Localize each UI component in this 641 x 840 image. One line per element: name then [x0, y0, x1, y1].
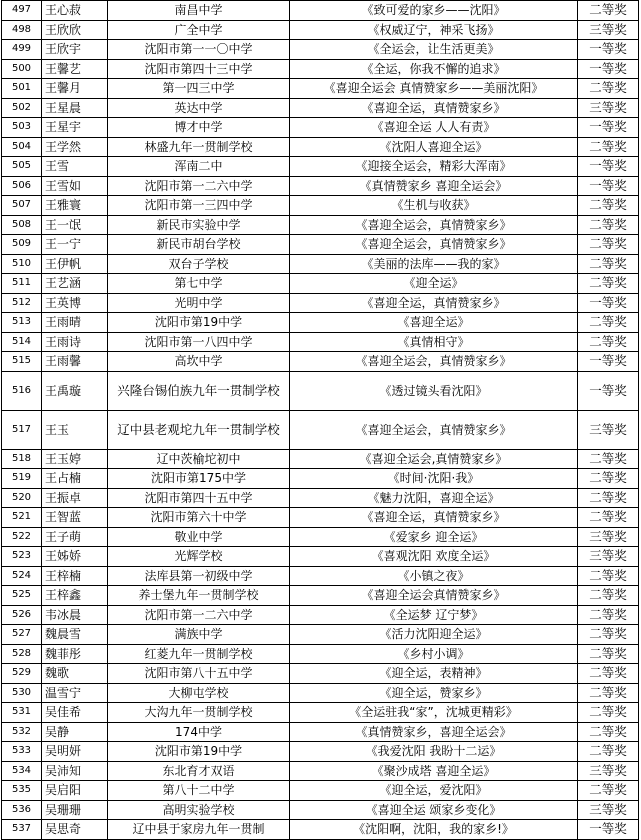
table-row — [2, 547, 639, 567]
school-name-cell: 沈阳市第一三四中学 — [108, 196, 290, 216]
award-level-cell: 三等奖 — [578, 527, 639, 547]
work-title-cell: 《全运会，让生活更美》 — [290, 40, 578, 60]
award-level-cell: 二等奖 — [578, 605, 639, 625]
table-row — [2, 644, 639, 664]
row-number-cell: 510 — [2, 254, 42, 274]
student-name-cell: 王禹璇 — [42, 371, 108, 410]
award-level-cell: 二等奖 — [578, 722, 639, 742]
student-name-cell: 王梓楠 — [42, 566, 108, 586]
table-row — [2, 566, 639, 586]
table-row — [2, 176, 639, 196]
school-name-cell: 新民市胡台学校 — [108, 235, 290, 255]
student-name-cell: 王雨晴 — [42, 313, 108, 333]
table-row — [2, 79, 639, 99]
student-name-cell: 王欣欣 — [42, 20, 108, 40]
row-number-cell: 508 — [2, 215, 42, 235]
row-number-cell: 500 — [2, 59, 42, 79]
student-name-cell: 吴思奇 — [42, 820, 108, 840]
row-number-cell: 505 — [2, 157, 42, 177]
row-number-cell: 530 — [2, 683, 42, 703]
row-number-cell: 504 — [2, 137, 42, 157]
work-title-cell: 《小镇之夜》 — [290, 566, 578, 586]
award-level-cell: 二等奖 — [578, 488, 639, 508]
award-level-cell: 二等奖 — [578, 274, 639, 294]
work-title-cell: 《喜迎全运会真情赞家乡》 — [290, 586, 578, 606]
school-name-cell: 辽中茨榆坨初中 — [108, 449, 290, 469]
work-title-cell: 《喜观沈阳 欢度全运》 — [290, 547, 578, 567]
table-row — [2, 488, 639, 508]
award-level-cell: 二等奖 — [578, 566, 639, 586]
row-number-cell: 526 — [2, 605, 42, 625]
school-name-cell: 沈阳市第一一〇中学 — [108, 40, 290, 60]
student-name-cell: 王星宇 — [42, 118, 108, 138]
school-name-cell: 辽中县老观坨九年一贯制学校 — [108, 410, 290, 449]
row-number-cell: 520 — [2, 488, 42, 508]
student-name-cell: 王一氓 — [42, 215, 108, 235]
school-name-cell: 新民市实验中学 — [108, 215, 290, 235]
table-row — [2, 254, 639, 274]
school-name-cell: 辽中县于家房九年一贯制 — [108, 820, 290, 840]
award-level-cell: 二等奖 — [578, 215, 639, 235]
school-name-cell: 东北育才双语 — [108, 761, 290, 781]
work-title-cell: 《喜迎全运，真情赞家乡》 — [290, 98, 578, 118]
table-row — [2, 800, 639, 820]
school-name-cell: 大柳屯学校 — [108, 683, 290, 703]
student-name-cell: 吴珊珊 — [42, 800, 108, 820]
table-row — [2, 59, 639, 79]
row-number-cell: 507 — [2, 196, 42, 216]
table-row — [2, 761, 639, 781]
award-level-cell: 三等奖 — [578, 547, 639, 567]
school-name-cell: 光明中学 — [108, 293, 290, 313]
student-name-cell: 王伊帆 — [42, 254, 108, 274]
student-name-cell: 吴沛知 — [42, 761, 108, 781]
student-name-cell: 王心菽 — [42, 1, 108, 21]
row-number-cell: 499 — [2, 40, 42, 60]
school-name-cell: 沈阳市第一二六中学 — [108, 176, 290, 196]
work-title-cell: 《迎全运，赞家乡》 — [290, 683, 578, 703]
student-name-cell: 王艺涵 — [42, 274, 108, 294]
student-name-cell: 王雨诗 — [42, 332, 108, 352]
work-title-cell: 《爱家乡 迎全运》 — [290, 527, 578, 547]
row-number-cell: 497 — [2, 1, 42, 21]
award-level-cell: 一等奖 — [578, 157, 639, 177]
row-number-cell: 532 — [2, 722, 42, 742]
award-table-body — [2, 1, 639, 840]
school-name-cell: 养士堡九年一贯制学校 — [108, 586, 290, 606]
table-row — [2, 664, 639, 684]
work-title-cell: 《真情赞家乡，喜迎全运会》 — [290, 722, 578, 742]
work-title-cell: 《喜迎全运会，真情赞家乡》 — [290, 410, 578, 449]
row-number-cell: 523 — [2, 547, 42, 567]
school-name-cell: 高明实验学校 — [108, 800, 290, 820]
school-name-cell: 英达中学 — [108, 98, 290, 118]
student-name-cell: 王馨月 — [42, 79, 108, 99]
student-name-cell: 王振卓 — [42, 488, 108, 508]
work-title-cell: 《真情赞家乡 喜迎全运会》 — [290, 176, 578, 196]
award-level-cell: 一等奖 — [578, 118, 639, 138]
school-name-cell: 红菱九年一贯制学校 — [108, 644, 290, 664]
row-number-cell: 501 — [2, 79, 42, 99]
table-row — [2, 235, 639, 255]
table-row — [2, 722, 639, 742]
award-level-cell: 一等奖 — [578, 59, 639, 79]
student-name-cell: 吴启阳 — [42, 781, 108, 801]
school-name-cell: 法库县第一初级中学 — [108, 566, 290, 586]
row-number-cell: 531 — [2, 703, 42, 723]
table-row — [2, 20, 639, 40]
table-row — [2, 410, 639, 449]
row-number-cell: 515 — [2, 352, 42, 372]
student-name-cell: 王姊娇 — [42, 547, 108, 567]
table-row — [2, 469, 639, 489]
row-number-cell: 511 — [2, 274, 42, 294]
award-level-cell: 二等奖 — [578, 313, 639, 333]
student-name-cell: 王玉 — [42, 410, 108, 449]
table-row — [2, 742, 639, 762]
school-name-cell: 沈阳市第175中学 — [108, 469, 290, 489]
school-name-cell: 高坎中学 — [108, 352, 290, 372]
work-title-cell: 《迎全运》 — [290, 274, 578, 294]
work-title-cell: 《全运驻我“家”，沈城更精彩》 — [290, 703, 578, 723]
work-title-cell: 《喜迎全运会，真情赞家乡》 — [290, 352, 578, 372]
student-name-cell: 吴佳希 — [42, 703, 108, 723]
student-name-cell: 王智蓝 — [42, 508, 108, 528]
school-name-cell: 敬业中学 — [108, 527, 290, 547]
school-name-cell: 第八十二中学 — [108, 781, 290, 801]
award-level-cell: 二等奖 — [578, 254, 639, 274]
table-row — [2, 371, 639, 410]
table-row — [2, 215, 639, 235]
student-name-cell: 王子萌 — [42, 527, 108, 547]
row-number-cell: 516 — [2, 371, 42, 410]
student-name-cell: 王雪如 — [42, 176, 108, 196]
school-name-cell: 沈阳市第八十五中学 — [108, 664, 290, 684]
row-number-cell: 503 — [2, 118, 42, 138]
student-name-cell: 魏歌 — [42, 664, 108, 684]
table-row — [2, 527, 639, 547]
award-level-cell: 二等奖 — [578, 235, 639, 255]
school-name-cell: 兴隆台锡伯族九年一贯制学校 — [108, 371, 290, 410]
table-row — [2, 625, 639, 645]
work-title-cell: 《喜迎全运会，真情赞家乡》 — [290, 235, 578, 255]
award-level-cell: 二等奖 — [578, 644, 639, 664]
award-level-cell: 一等奖 — [578, 820, 639, 840]
table-row — [2, 196, 639, 216]
row-number-cell: 527 — [2, 625, 42, 645]
row-number-cell: 517 — [2, 410, 42, 449]
table-row — [2, 781, 639, 801]
row-number-cell: 529 — [2, 664, 42, 684]
row-number-cell: 536 — [2, 800, 42, 820]
school-name-cell: 博才中学 — [108, 118, 290, 138]
award-level-cell: 一等奖 — [578, 352, 639, 372]
work-title-cell: 《喜迎全运，真情赞家乡》 — [290, 293, 578, 313]
work-title-cell: 《喜迎全运会,真情赞家乡》 — [290, 449, 578, 469]
table-row — [2, 586, 639, 606]
table-row — [2, 352, 639, 372]
work-title-cell: 《全运，你我不懈的追求》 — [290, 59, 578, 79]
row-number-cell: 506 — [2, 176, 42, 196]
work-title-cell: 《喜迎全运，真情赞家乡》 — [290, 508, 578, 528]
row-number-cell: 535 — [2, 781, 42, 801]
work-title-cell: 《喜迎全运会 真情赞家乡——美丽沈阳》 — [290, 79, 578, 99]
work-title-cell: 《活力沈阳迎全运》 — [290, 625, 578, 645]
award-level-cell: 一等奖 — [578, 293, 639, 313]
row-number-cell: 514 — [2, 332, 42, 352]
student-name-cell: 韦冰晨 — [42, 605, 108, 625]
work-title-cell: 《真情相守》 — [290, 332, 578, 352]
school-name-cell: 沈阳市第四十五中学 — [108, 488, 290, 508]
school-name-cell: 沈阳市第四十三中学 — [108, 59, 290, 79]
table-row — [2, 683, 639, 703]
student-name-cell: 王英博 — [42, 293, 108, 313]
row-number-cell: 512 — [2, 293, 42, 313]
student-name-cell: 王馨艺 — [42, 59, 108, 79]
student-name-cell: 王玉婷 — [42, 449, 108, 469]
work-title-cell: 《沈阳啊，沈阳，我的家乡!》 — [290, 820, 578, 840]
work-title-cell: 《生机与收获》 — [290, 196, 578, 216]
student-name-cell: 魏菲彤 — [42, 644, 108, 664]
row-number-cell: 498 — [2, 20, 42, 40]
school-name-cell: 沈阳市第19中学 — [108, 742, 290, 762]
table-row — [2, 508, 639, 528]
work-title-cell: 《迎全运，表精神》 — [290, 664, 578, 684]
student-name-cell: 王欣宇 — [42, 40, 108, 60]
award-level-cell: 一等奖 — [578, 176, 639, 196]
work-title-cell: 《喜迎全运会，真情赞家乡》 — [290, 215, 578, 235]
work-title-cell: 《我爱沈阳 我盼十二运》 — [290, 742, 578, 762]
school-name-cell: 第七中学 — [108, 274, 290, 294]
table-row — [2, 157, 639, 177]
work-title-cell: 《乡村小调》 — [290, 644, 578, 664]
table-row — [2, 274, 639, 294]
table-row — [2, 40, 639, 60]
work-title-cell: 《全运梦 辽宁梦》 — [290, 605, 578, 625]
award-level-cell: 二等奖 — [578, 742, 639, 762]
row-number-cell: 513 — [2, 313, 42, 333]
work-title-cell: 《沈阳人喜迎全运》 — [290, 137, 578, 157]
row-number-cell: 528 — [2, 644, 42, 664]
student-name-cell: 王一宁 — [42, 235, 108, 255]
award-table — [1, 0, 639, 840]
work-title-cell: 《喜迎全运 人人有责》 — [290, 118, 578, 138]
table-row — [2, 137, 639, 157]
award-level-cell: 二等奖 — [578, 196, 639, 216]
school-name-cell: 广全中学 — [108, 20, 290, 40]
award-level-cell: 二等奖 — [578, 781, 639, 801]
award-level-cell: 二等奖 — [578, 449, 639, 469]
row-number-cell: 537 — [2, 820, 42, 840]
school-name-cell: 林盛九年一贯制学校 — [108, 137, 290, 157]
student-name-cell: 吴静 — [42, 722, 108, 742]
award-level-cell: 二等奖 — [578, 79, 639, 99]
award-level-cell: 二等奖 — [578, 586, 639, 606]
work-title-cell: 《喜迎全运》 — [290, 313, 578, 333]
table-row — [2, 118, 639, 138]
award-level-cell: 二等奖 — [578, 332, 639, 352]
school-name-cell: 大沟九年一贯制学校 — [108, 703, 290, 723]
student-name-cell: 王梓鑫 — [42, 586, 108, 606]
work-title-cell: 《聚沙成塔 喜迎全运》 — [290, 761, 578, 781]
award-level-cell: 三等奖 — [578, 800, 639, 820]
table-row — [2, 293, 639, 313]
table-row — [2, 1, 639, 21]
work-title-cell: 《美丽的法库——我的家》 — [290, 254, 578, 274]
work-title-cell: 《致可爱的家乡——沈阳》 — [290, 1, 578, 21]
row-number-cell: 524 — [2, 566, 42, 586]
award-level-cell: 二等奖 — [578, 703, 639, 723]
school-name-cell: 双台子学校 — [108, 254, 290, 274]
award-level-cell: 二等奖 — [578, 664, 639, 684]
award-level-cell: 一等奖 — [578, 371, 639, 410]
school-name-cell: 沈阳市第19中学 — [108, 313, 290, 333]
award-level-cell: 三等奖 — [578, 410, 639, 449]
work-title-cell: 《透过镜头看沈阳》 — [290, 371, 578, 410]
student-name-cell: 王雪 — [42, 157, 108, 177]
award-level-cell: 二等奖 — [578, 625, 639, 645]
school-name-cell: 沈阳市第一八四中学 — [108, 332, 290, 352]
table-row — [2, 332, 639, 352]
row-number-cell: 509 — [2, 235, 42, 255]
school-name-cell: 第一四三中学 — [108, 79, 290, 99]
student-name-cell: 王占楠 — [42, 469, 108, 489]
student-name-cell: 吴明妍 — [42, 742, 108, 762]
school-name-cell: 浑南二中 — [108, 157, 290, 177]
student-name-cell: 王雅寰 — [42, 196, 108, 216]
work-title-cell: 《魅力沈阳，喜迎全运》 — [290, 488, 578, 508]
row-number-cell: 518 — [2, 449, 42, 469]
student-name-cell: 王雨馨 — [42, 352, 108, 372]
table-row — [2, 313, 639, 333]
table-row — [2, 98, 639, 118]
school-name-cell: 174中学 — [108, 722, 290, 742]
row-number-cell: 533 — [2, 742, 42, 762]
work-title-cell: 《权威辽宁，神采飞扬》 — [290, 20, 578, 40]
school-name-cell: 南昌中学 — [108, 1, 290, 21]
student-name-cell: 温雪宁 — [42, 683, 108, 703]
table-row — [2, 703, 639, 723]
award-level-cell: 三等奖 — [578, 20, 639, 40]
student-name-cell: 魏晨雪 — [42, 625, 108, 645]
school-name-cell: 沈阳市第六十中学 — [108, 508, 290, 528]
work-title-cell: 《时间·沈阳·我》 — [290, 469, 578, 489]
student-name-cell: 王学然 — [42, 137, 108, 157]
row-number-cell: 502 — [2, 98, 42, 118]
award-level-cell: 二等奖 — [578, 137, 639, 157]
student-name-cell: 王星晨 — [42, 98, 108, 118]
row-number-cell: 522 — [2, 527, 42, 547]
school-name-cell: 满族中学 — [108, 625, 290, 645]
school-name-cell: 光辉学校 — [108, 547, 290, 567]
row-number-cell: 525 — [2, 586, 42, 606]
award-level-cell: 三等奖 — [578, 98, 639, 118]
row-number-cell: 521 — [2, 508, 42, 528]
table-row — [2, 820, 639, 840]
award-level-cell: 二等奖 — [578, 508, 639, 528]
award-level-cell: 三等奖 — [578, 761, 639, 781]
work-title-cell: 《迎接全运会，精彩大浑南》 — [290, 157, 578, 177]
work-title-cell: 《喜迎全运 颂家乡变化》 — [290, 800, 578, 820]
row-number-cell: 519 — [2, 469, 42, 489]
award-level-cell: 一等奖 — [578, 40, 639, 60]
award-level-cell: 二等奖 — [578, 469, 639, 489]
school-name-cell: 沈阳市第一二六中学 — [108, 605, 290, 625]
award-level-cell: 二等奖 — [578, 683, 639, 703]
work-title-cell: 《迎全运，爱沈阳》 — [290, 781, 578, 801]
award-level-cell: 二等奖 — [578, 1, 639, 21]
row-number-cell: 534 — [2, 761, 42, 781]
table-row — [2, 605, 639, 625]
table-row — [2, 449, 639, 469]
